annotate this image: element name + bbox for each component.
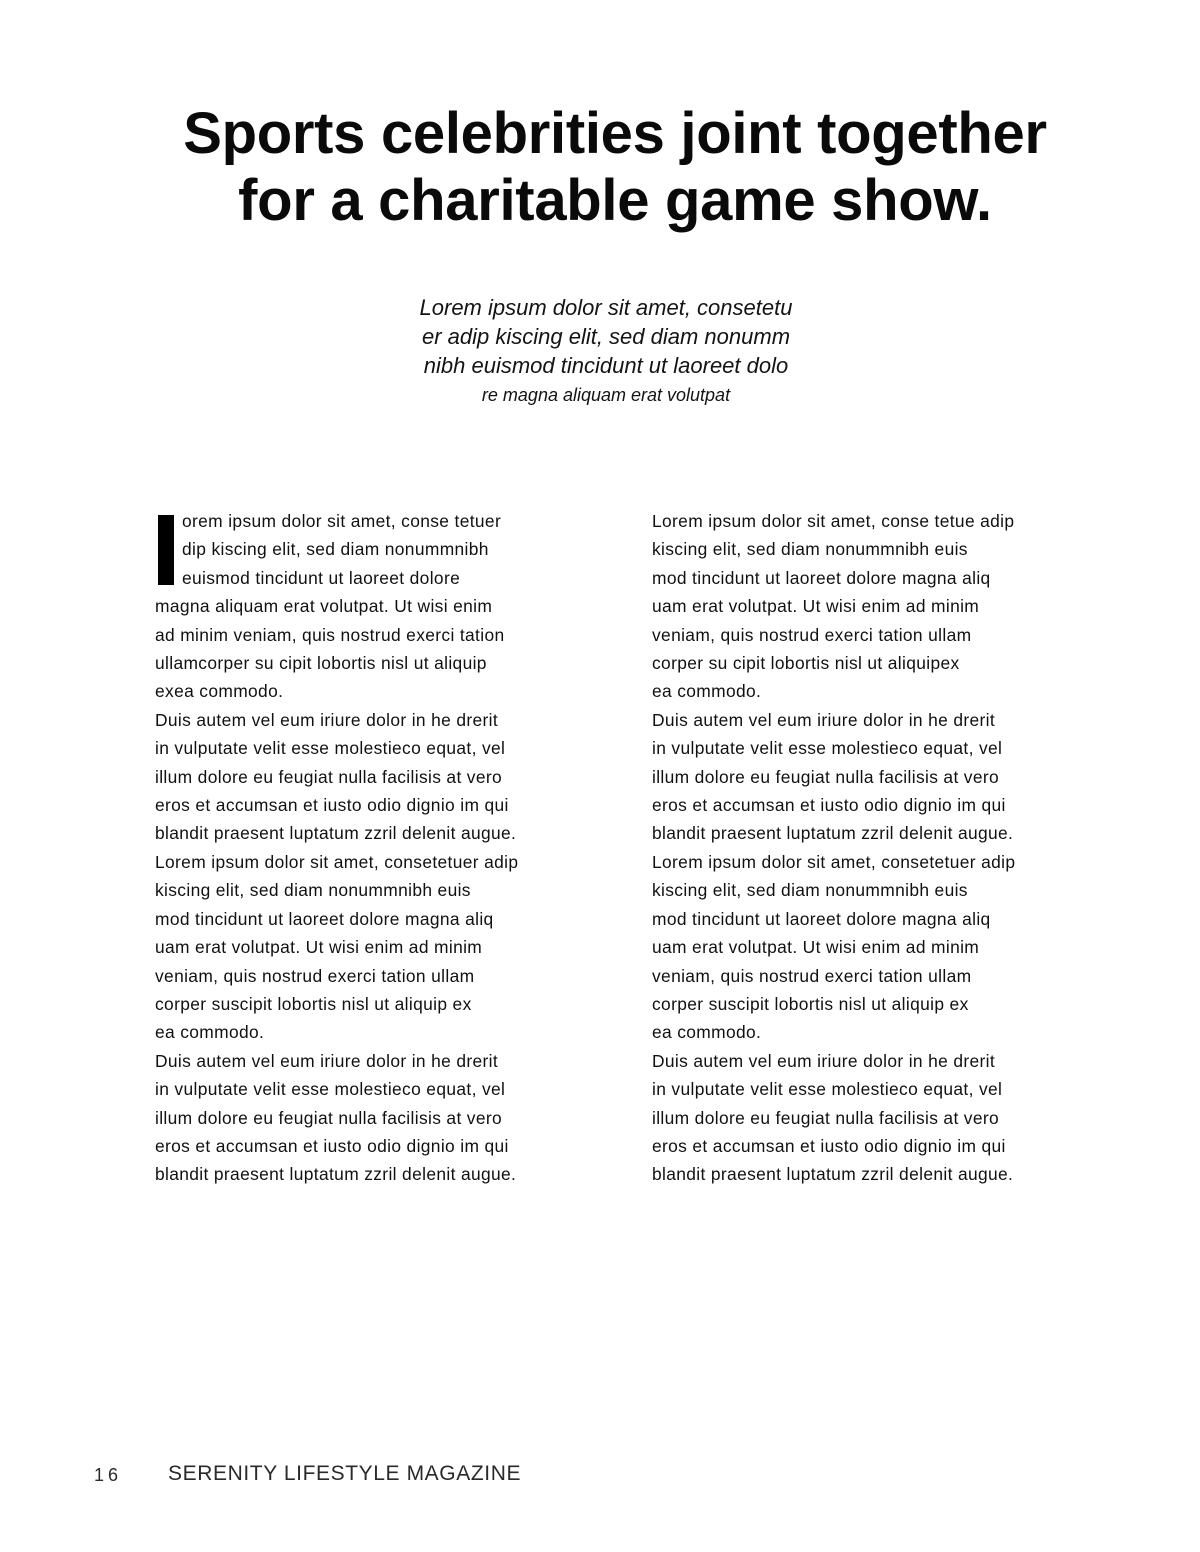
body-line: ad minim veniam, quis nostrud exerci tation [155,624,505,645]
body-line: orem ipsum dolor sit amet, conse tetuer [182,511,502,531]
body-line: illum dolore eu feugiat nulla facilisis at vero [652,766,1000,787]
body-line: Duis autem vel eum iriure dolor in he drerit [155,709,499,730]
body-line: euismod tincidunt ut laoreet dolore [182,567,461,588]
body-line: veniam, quis nostrud exerci tation ullam [652,624,972,645]
headline-line: for a charitable game show. [238,168,992,233]
body-line: kiscing elit, sed diam nonummnibh euis [155,880,471,901]
body-line: mod tincidunt ut laoreet dolore magna aliq [155,908,494,929]
body-line: ullamcorper su cipit lobortis nisl ut aliquip [155,653,487,674]
body-line: Lorem ipsum dolor sit amet, consetetuer adip [652,851,1016,872]
body-line: blandit praesent luptatum zzril delenit augue. [155,1164,517,1185]
body-column-left [155,507,595,1189]
body-line: eros et accumsan et iusto odio dignio im qui [155,795,509,816]
body-line: ea commodo. [652,681,762,702]
standfirst-line: er adip kiscing elit, sed diam nonumm [421,324,791,349]
body-line: veniam, quis nostrud exerci tation ullam [652,965,972,986]
body-line: eros et accumsan et iusto odio dignio im qui [652,1135,1006,1156]
standfirst-line: nibh euismod tincidunt ut laoreet dolo [423,353,789,378]
publication-name: SERENITY LIFESTYLE MAGAZINE [168,1462,522,1485]
body-line: eros et accumsan et iusto odio dignio im qui [652,795,1006,816]
body-line: kiscing elit, sed diam nonummnibh euis [652,880,968,901]
headline-line: Sports celebrities joint together [183,101,1047,166]
body-line: corper suscipit lobortis nisl ut aliquip ex [652,993,969,1014]
body-line: Duis autem vel eum iriure dolor in he drerit [155,1050,499,1071]
body-line: Lorem ipsum dolor sit amet, consetetuer adip [155,851,519,872]
body-line: Duis autem vel eum iriure dolor in he drerit [652,709,996,730]
body-line: kiscing elit, sed diam nonummnibh euis [652,539,968,560]
body-line: in vulputate velit esse molestieco equat, vel [652,738,1003,759]
body-line: Lorem ipsum dolor sit amet, conse tetue adip [652,511,1015,531]
body-line: eros et accumsan et iusto odio dignio im qui [155,1135,509,1156]
body-line: illum dolore eu feugiat nulla facilisis at vero [652,1107,1000,1128]
page-number: 16 [94,1465,123,1485]
body-line: Duis autem vel eum iriure dolor in he drerit [652,1050,996,1071]
body-line: blandit praesent luptatum zzril delenit augue. [155,823,517,844]
body-line: in vulputate velit esse molestieco equat, vel [155,738,506,759]
body-line: blandit praesent luptatum zzril delenit augue. [652,1164,1014,1185]
body-line: uam erat volutpat. Ut wisi enim ad minim [652,596,980,617]
body-line: in vulputate velit esse molestieco equat, vel [652,1079,1003,1100]
body-line: mod tincidunt ut laoreet dolore magna aliq [652,567,991,588]
body-line: illum dolore eu feugiat nulla facilisis at vero [155,766,503,787]
body-line: blandit praesent luptatum zzril delenit augue. [652,823,1014,844]
standfirst-line: re magna aliquam erat volutpat [481,385,731,405]
body-column-right [652,507,1092,1189]
page-footer [0,1462,1200,1492]
body-line: veniam, quis nostrud exerci tation ullam [155,965,475,986]
body-line: in vulputate velit esse molestieco equat, vel [155,1079,506,1100]
article-headline [100,100,1130,234]
body-line: illum dolore eu feugiat nulla facilisis at vero [155,1107,503,1128]
body-line: ea commodo. [155,1022,265,1043]
body-line: corper suscipit lobortis nisl ut aliquip ex [155,993,472,1014]
body-line: magna aliquam erat volutpat. Ut wisi enim [155,596,493,617]
body-line: corper su cipit lobortis nisl ut aliquipex [652,653,960,674]
body-line: ea commodo. [652,1022,762,1043]
article-standfirst [300,293,912,410]
body-line: mod tincidunt ut laoreet dolore magna aliq [652,908,991,929]
body-line: dip kiscing elit, sed diam nonummnibh [182,539,489,560]
body-line: uam erat volutpat. Ut wisi enim ad minim [652,937,980,958]
body-line: exea commodo. [155,681,284,702]
standfirst-line: Lorem ipsum dolor sit amet, consetetu [419,295,793,320]
body-line: uam erat volutpat. Ut wisi enim ad minim [155,937,483,958]
